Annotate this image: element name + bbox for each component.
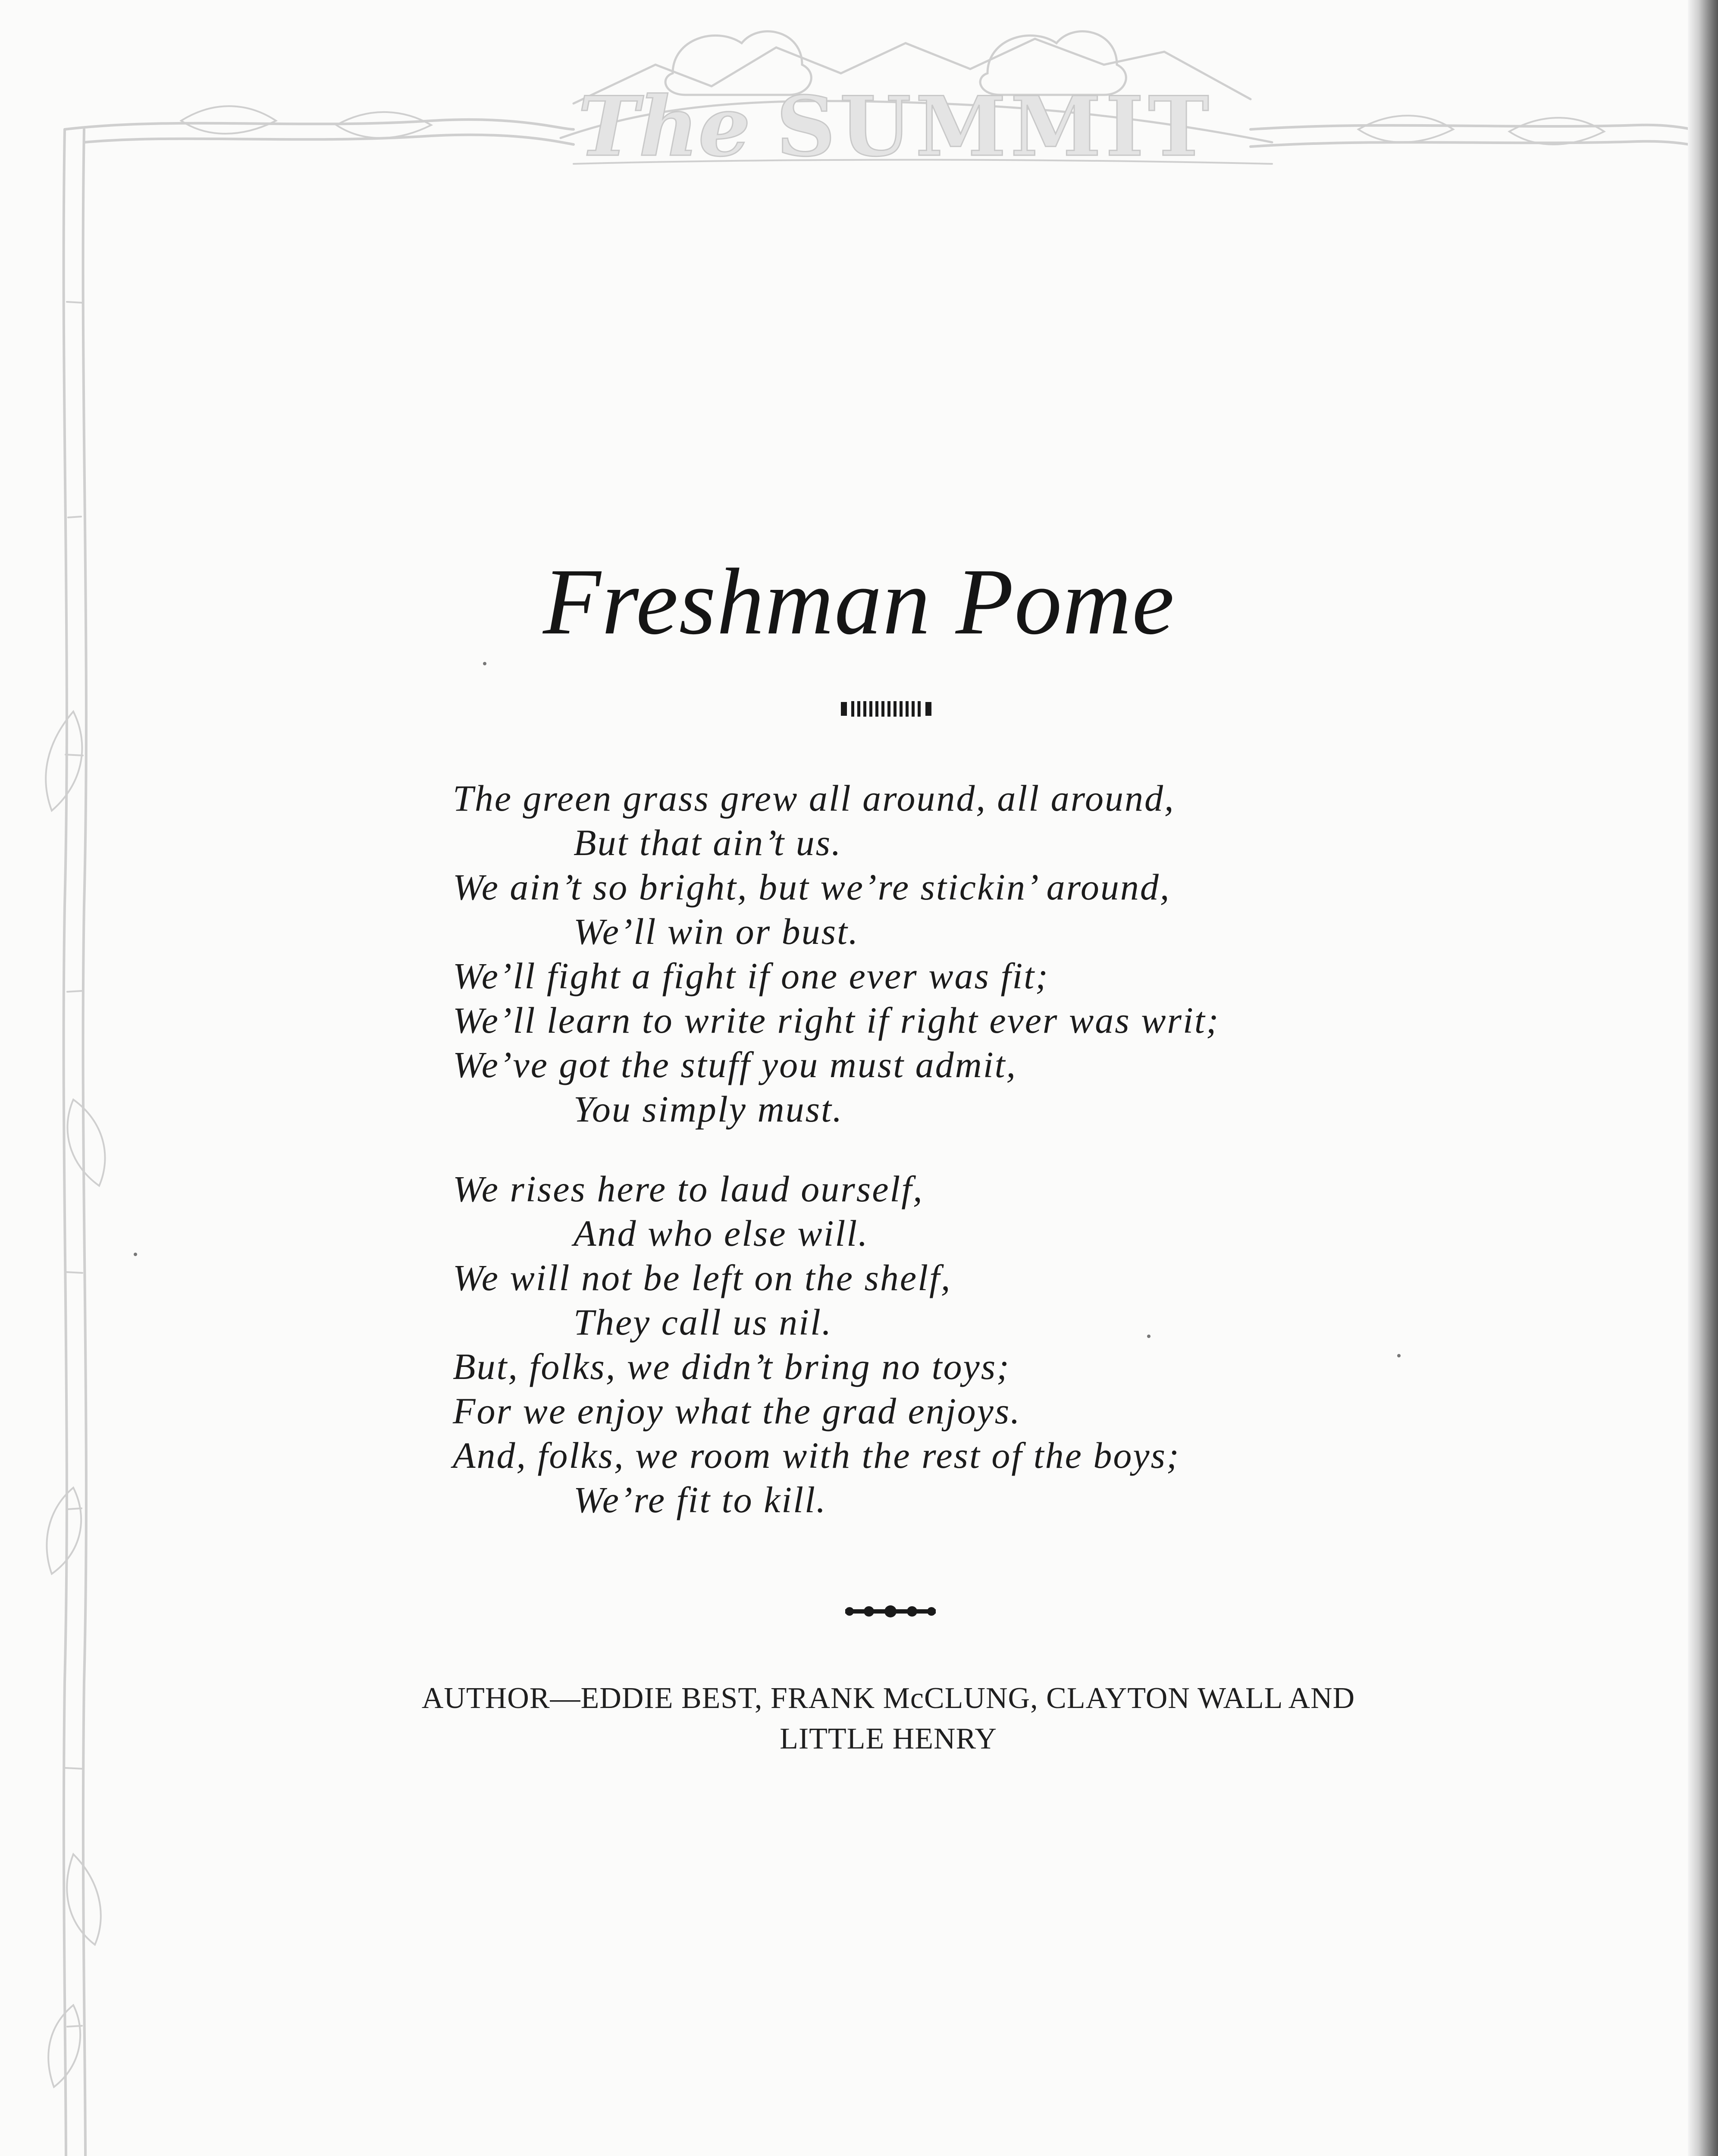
scan-speck [1147, 1335, 1151, 1338]
poem-line: We’ll win or bust. [574, 911, 859, 952]
poem-line: We will not be left on the shelf, [453, 1257, 952, 1298]
poem-line: We’ve got the stuff you must admit, [453, 1044, 1017, 1085]
poem-line: And who else will. [574, 1213, 869, 1254]
poem-line: We’ll fight a fight if one ever was fit; [453, 955, 1049, 997]
poem-line: The green grass grew all around, all around, [453, 777, 1175, 819]
author-credit [0, 1678, 1718, 1759]
poem-body [453, 776, 1401, 1557]
author-line-2: LITTLE HENRY [780, 1722, 997, 1755]
poem-line: They call us nil. [574, 1301, 833, 1343]
scan-speck [483, 662, 486, 665]
poem-line: We ain’t so bright, but we’re stickin’ around, [453, 866, 1171, 908]
poem-line: For we enjoy what the grad enjoys. [453, 1390, 1021, 1432]
stanza-1 [453, 776, 1401, 1131]
scan-speck [1397, 1354, 1401, 1357]
header-the: The [578, 78, 751, 175]
poem-line: But, folks, we didn’t bring no toys; [453, 1346, 1010, 1387]
poem-end-ornament [845, 1604, 936, 1619]
scan-speck [134, 1253, 137, 1256]
stanza-2 [453, 1167, 1401, 1522]
poem-line: We rises here to laud ourself, [453, 1168, 924, 1210]
poem-line: We’re fit to kill. [574, 1479, 827, 1520]
poem-line: We’ll learn to write right if right ever was writ; [453, 1000, 1220, 1041]
author-line-1: AUTHOR—EDDIE BEST, FRANK McCLUNG, CLAYTON WALL AND [421, 1682, 1355, 1715]
poem-title: Freshman Pome [543, 549, 1175, 654]
poem-line: And, folks, we room with the rest of the boys; [453, 1435, 1180, 1476]
poem-line: But that ain’t us. [574, 822, 842, 863]
binding-shadow [1688, 0, 1718, 2156]
title-ornament [841, 699, 936, 718]
poem-line: You simply must. [574, 1088, 843, 1130]
header-title: SUMMIT [776, 78, 1213, 175]
